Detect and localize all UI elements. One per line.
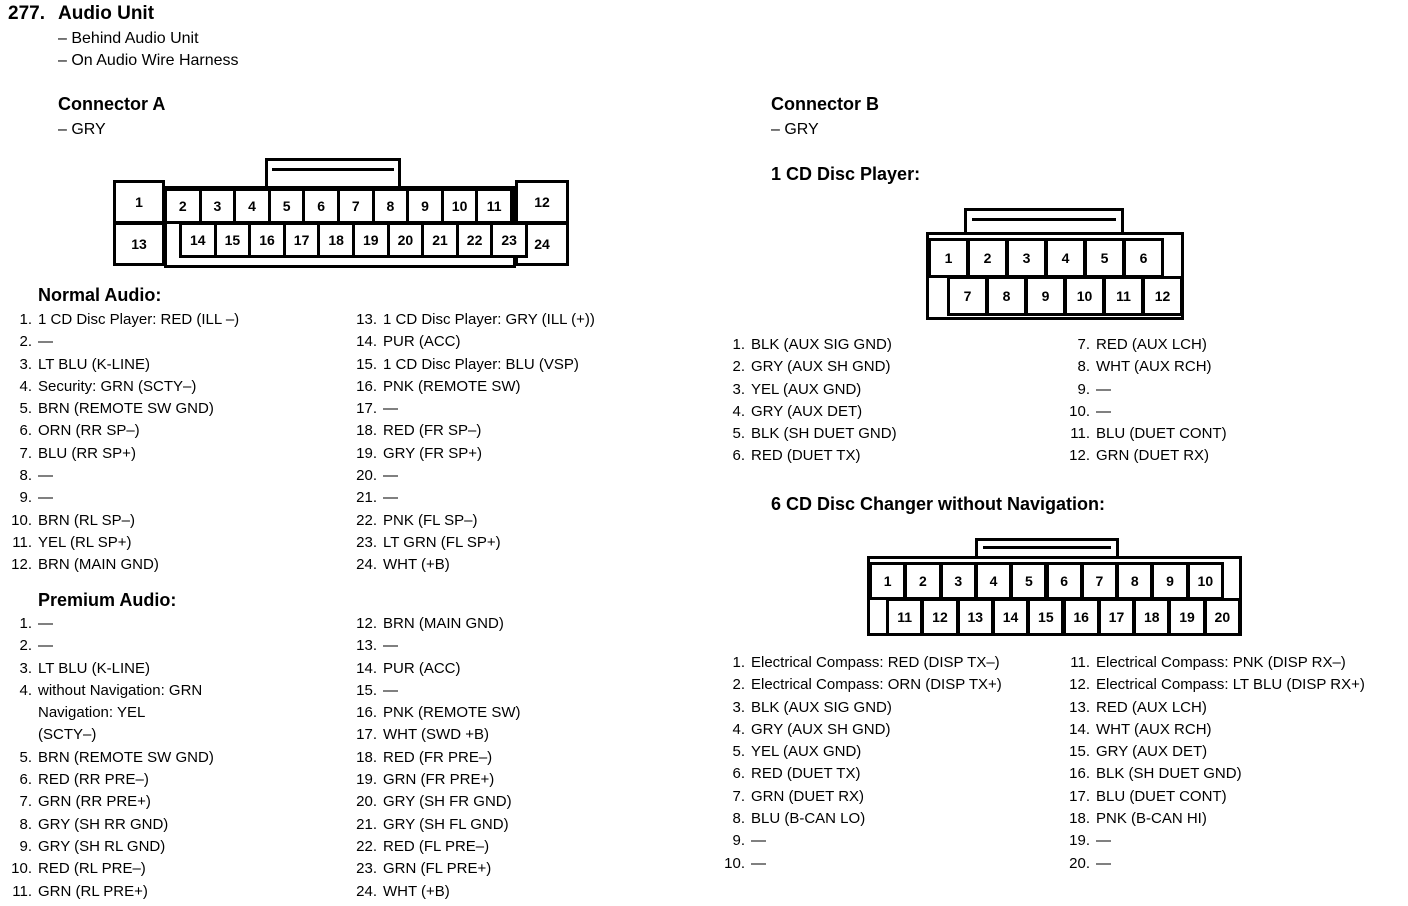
pin-description: RED (RL PRE–): [38, 860, 146, 878]
pin-cell: 9: [1151, 562, 1188, 600]
pin-cell: 11: [886, 598, 923, 636]
pin-cell: 19: [1168, 598, 1205, 636]
pin-number: 7.: [1077, 336, 1090, 353]
pin-number: 9.: [19, 837, 32, 855]
pin-cell: 23: [490, 222, 528, 258]
pin-description: Navigation: YEL: [38, 704, 146, 722]
pin-description: GRY (AUX DET): [751, 402, 863, 420]
pin-number: 16.: [356, 377, 377, 395]
pin-description: 1 CD Disc Player: RED (ILL –): [38, 311, 240, 328]
pin-description: BLU (B-CAN LO): [751, 810, 866, 828]
pin-number: 4.: [732, 720, 745, 738]
pin-number: 8.: [19, 815, 32, 833]
pin-cell: 8: [986, 276, 1027, 316]
pin-number: 11.: [1070, 654, 1090, 671]
pin-cell: 10: [1187, 562, 1224, 600]
pin-description: BRN (REMOTE SW GND): [38, 748, 214, 766]
pin-number: 21.: [356, 815, 377, 833]
pin-number: 15.: [356, 355, 377, 373]
pin-description: GRY (AUX DET): [1096, 743, 1208, 761]
pin-description: GRN (RR PRE+): [38, 793, 151, 811]
pin-description: RED (FR PRE–): [383, 748, 493, 766]
pin-number: 7.: [19, 444, 32, 462]
pin-cell: 7: [1081, 562, 1118, 600]
pin-description: GRN (RL PRE+): [38, 882, 148, 900]
cd6-title: 6 CD Disc Changer without Navigation:: [771, 494, 1106, 514]
pin-description: GRY (AUX SH GND): [751, 720, 891, 738]
pin-cell: 8: [372, 188, 410, 224]
pin-cell: 3: [199, 188, 237, 224]
pin-cell: 6: [302, 188, 340, 224]
pin-number: 18.: [356, 748, 377, 766]
latch-bar: [983, 546, 1111, 549]
pin-number: 20.: [1069, 854, 1090, 872]
pin-description: PNK (B-CAN HI): [1096, 810, 1207, 828]
pin-number: 11.: [12, 533, 32, 551]
pin-number: 1.: [19, 615, 32, 632]
pin-number: 20.: [356, 793, 377, 811]
pin-number: 4.: [19, 681, 32, 699]
pin-number: 1.: [19, 311, 32, 328]
pin-cell: 22: [456, 222, 494, 258]
pin-cell: 16: [1063, 598, 1100, 636]
pin-cell: 4: [975, 562, 1012, 600]
pin-number: 5.: [732, 425, 745, 443]
pin-description: PUR (ACC): [383, 659, 461, 677]
pin-number: 4.: [732, 402, 745, 420]
pin-description: without Navigation: GRN: [38, 681, 203, 699]
pin-cell: 9: [1025, 276, 1066, 316]
pin-description: PUR (ACC): [383, 333, 461, 351]
pin-description: LT BLU (K-LINE): [38, 659, 150, 677]
pin-number: 3.: [732, 380, 745, 398]
pin-description: RED (AUX LCH): [1096, 698, 1207, 716]
pin-description: BLU (DUET CONT): [1096, 425, 1227, 443]
pin-number: 13.: [1069, 698, 1090, 716]
pin-number: 12.: [11, 556, 32, 574]
pin-number: 6.: [19, 771, 32, 789]
cd1-title: 1 CD Disc Player:: [771, 164, 921, 184]
pin-description: —: [1096, 402, 1111, 420]
pin-cell: 14: [179, 222, 217, 258]
pin-number: 15.: [356, 681, 377, 699]
pin-number: 17.: [1069, 787, 1090, 805]
pin-description: BLK (SH DUET GND): [751, 425, 897, 443]
pin-description: —: [38, 333, 53, 351]
normal-audio-title: Normal Audio:: [38, 285, 162, 305]
pin-description: Electrical Compass: RED (DISP TX–): [751, 654, 1000, 671]
pin-cell: 20: [1204, 598, 1241, 636]
pin-description: —: [383, 489, 398, 507]
pin-cell: 5: [1084, 238, 1125, 278]
pin-description: Electrical Compass: LT BLU (DISP RX+): [1096, 676, 1365, 694]
pin-number: 3.: [19, 659, 32, 677]
pin-number: 18.: [356, 422, 377, 440]
pin-cell: 14: [992, 598, 1029, 636]
pin-number: 11.: [12, 882, 32, 900]
pin-number: 8.: [19, 467, 32, 485]
pin-description: —: [1096, 854, 1111, 872]
pin-number: 9.: [19, 489, 32, 507]
pin-description: RED (RR PRE–): [38, 771, 149, 789]
pin-cell: 5: [1010, 562, 1047, 600]
pin-number: 3.: [732, 698, 745, 716]
pin-description: WHT (AUX RCH): [1096, 720, 1212, 738]
pin-cell: 1: [869, 562, 906, 600]
pin-number: 17.: [356, 400, 377, 418]
pin-description: GRY (AUX SH GND): [751, 358, 891, 376]
pin-description: GRN (FR PRE+): [383, 771, 495, 789]
pin-description: —: [751, 832, 766, 850]
pin-description: GRY (SH RR GND): [38, 815, 169, 833]
pin-number: 20.: [356, 467, 377, 485]
pin-cell: 8: [1116, 562, 1153, 600]
pin-description: 1 CD Disc Player: GRY (ILL (+)): [383, 311, 595, 328]
premium-audio-title: Premium Audio:: [38, 590, 177, 610]
pin-number: 2.: [732, 358, 745, 376]
pin-description: GRY (SH RL GND): [38, 837, 166, 855]
pin-number: 17.: [356, 726, 377, 744]
pin-cell: 19: [352, 222, 390, 258]
pin-number: 14.: [1069, 720, 1090, 738]
pin-number: 7.: [732, 787, 745, 805]
pin-description: RED (DUET TX): [751, 447, 861, 465]
pin-description: RED (DUET TX): [751, 765, 861, 783]
pin-description: —: [1096, 380, 1111, 398]
pin-cell: 2: [164, 188, 202, 224]
pin-description: —: [383, 637, 398, 655]
location-1: – Behind Audio Unit: [58, 30, 199, 47]
pin-description: BRN (MAIN GND): [383, 615, 504, 632]
pin-number: 8.: [1077, 358, 1090, 376]
pin-cell: 1: [113, 180, 165, 224]
page-title: Audio Unit: [58, 3, 155, 24]
pin-description: Security: GRN (SCTY–): [38, 377, 197, 395]
section-number: 277.: [8, 3, 45, 24]
pin-number: 22.: [356, 511, 377, 529]
pin-description: RED (AUX LCH): [1096, 336, 1207, 353]
pin-description: PNK (FL SP–): [383, 511, 478, 529]
pin-cell: 20: [387, 222, 425, 258]
pin-number: 11.: [1070, 425, 1090, 443]
pin-cell: 3: [1006, 238, 1047, 278]
pin-number: 7.: [19, 793, 32, 811]
connector-b-color: – GRY: [771, 121, 819, 138]
pin-number: 12.: [356, 615, 377, 632]
pin-description: BLU (RR SP+): [38, 444, 136, 462]
pin-description: BRN (REMOTE SW GND): [38, 400, 214, 418]
pin-number: 23.: [356, 860, 377, 878]
pin-description: —: [38, 637, 53, 655]
pin-cell: 16: [248, 222, 286, 258]
pin-number: 5.: [19, 748, 32, 766]
pin-cell: 17: [283, 222, 321, 258]
pin-number: 19.: [1069, 832, 1090, 850]
pin-number: 22.: [356, 837, 377, 855]
pin-number: 14.: [356, 333, 377, 351]
pin-cell: 13: [957, 598, 994, 636]
pin-number: 10.: [11, 511, 32, 529]
pin-number: 14.: [356, 659, 377, 677]
pin-description: —: [38, 615, 53, 632]
pin-number: 16.: [1069, 765, 1090, 783]
pin-description: —: [751, 854, 766, 872]
pin-number: 3.: [19, 355, 32, 373]
pin-description: BRN (MAIN GND): [38, 556, 159, 574]
pin-description: BLU (DUET CONT): [1096, 787, 1227, 805]
pin-cell: 18: [1133, 598, 1170, 636]
pin-description: RED (FR SP–): [383, 422, 482, 440]
latch-bar: [272, 168, 394, 171]
pin-cell: 2: [904, 562, 941, 600]
pin-cell: 17: [1098, 598, 1135, 636]
pin-cell: 6: [1046, 562, 1083, 600]
pin-cell: 4: [233, 188, 271, 224]
pin-description: PNK (REMOTE SW): [383, 377, 521, 395]
pin-number: 8.: [732, 810, 745, 828]
pin-cell: 11: [1103, 276, 1144, 316]
pin-number: 4.: [19, 377, 32, 395]
pin-description: LT GRN (FL SP+): [383, 533, 501, 551]
pin-number: 6.: [19, 422, 32, 440]
pin-description: LT BLU (K-LINE): [38, 355, 150, 373]
pin-description: GRN (FL PRE+): [383, 860, 492, 878]
pin-cell: 21: [421, 222, 459, 258]
pin-number: 13.: [356, 311, 377, 328]
pin-description: —: [38, 467, 53, 485]
pin-description: BRN (RL SP–): [38, 511, 135, 529]
pin-description: PNK (REMOTE SW): [383, 704, 521, 722]
pin-description: —: [1096, 832, 1111, 850]
pin-description: GRY (FR SP+): [383, 444, 483, 462]
pin-number: 24.: [356, 556, 377, 574]
pin-description: WHT (+B): [383, 882, 450, 900]
pin-description: GRY (SH FL GND): [383, 815, 509, 833]
pin-cell: 12: [921, 598, 958, 636]
pin-number: 5.: [732, 743, 745, 761]
pin-description: ORN (RR SP–): [38, 422, 140, 440]
pin-cell: 2: [967, 238, 1008, 278]
pin-number: 1.: [732, 336, 745, 353]
pin-number: 2.: [732, 676, 745, 694]
pin-number: 15.: [1069, 743, 1090, 761]
pin-description: WHT (+B): [383, 556, 450, 574]
pin-number: 18.: [1069, 810, 1090, 828]
pin-cell: 10: [1064, 276, 1105, 316]
pin-number: 6.: [732, 447, 745, 465]
pin-cell: 9: [406, 188, 444, 224]
pin-number: 9.: [732, 832, 745, 850]
pin-cell: 1: [928, 238, 969, 278]
pin-description: BLK (AUX SIG GND): [751, 698, 892, 716]
latch-bar: [972, 218, 1116, 221]
pin-description: YEL (AUX GND): [751, 380, 862, 398]
pin-number: 6.: [732, 765, 745, 783]
pin-description: YEL (AUX GND): [751, 743, 862, 761]
pin-cell: 11: [475, 188, 513, 224]
pin-description: —: [38, 489, 53, 507]
pin-cell: 7: [947, 276, 988, 316]
pin-number: 12.: [1069, 676, 1090, 694]
pin-cell: 24: [515, 222, 569, 266]
pin-description: GRN (DUET RX): [751, 787, 865, 805]
pin-description: (SCTY–): [38, 726, 97, 744]
pin-number: 2.: [19, 637, 32, 655]
pin-cell: 12: [515, 180, 569, 224]
connector-a-color: – GRY: [58, 121, 106, 138]
pin-number: 10.: [11, 860, 32, 878]
pin-description: 1 CD Disc Player: BLU (VSP): [383, 355, 579, 373]
pin-cell: 5: [268, 188, 306, 224]
pin-number: 12.: [1069, 447, 1090, 465]
pin-description: GRN (DUET RX): [1096, 447, 1210, 465]
connector-a-title: Connector A: [58, 94, 166, 114]
pin-description: GRY (SH FR GND): [383, 793, 512, 811]
pin-cell: 15: [1027, 598, 1064, 636]
pin-description: RED (FL PRE–): [383, 837, 490, 855]
pin-description: —: [383, 681, 398, 699]
pin-cell: 15: [214, 222, 252, 258]
pin-description: YEL (RL SP+): [38, 533, 132, 551]
pin-number: 9.: [1077, 380, 1090, 398]
pin-cell: 7: [337, 188, 375, 224]
pin-description: —: [383, 400, 398, 418]
pin-description: —: [383, 467, 398, 485]
pin-number: 1.: [732, 654, 745, 671]
pin-number: 19.: [356, 444, 377, 462]
pin-cell: 13: [113, 222, 165, 266]
pin-description: BLK (AUX SIG GND): [751, 336, 892, 353]
pin-number: 24.: [356, 882, 377, 900]
pin-cell: 12: [1142, 276, 1183, 316]
pin-cell: 18: [317, 222, 355, 258]
pin-number: 10.: [724, 854, 745, 872]
pin-description: WHT (AUX RCH): [1096, 358, 1212, 376]
location-2: – On Audio Wire Harness: [58, 52, 239, 69]
pin-number: 5.: [19, 400, 32, 418]
pin-description: BLK (SH DUET GND): [1096, 765, 1242, 783]
pin-number: 16.: [356, 704, 377, 722]
pin-number: 19.: [356, 771, 377, 789]
pin-cell: 4: [1045, 238, 1086, 278]
pin-number: 21.: [356, 489, 377, 507]
pin-number: 10.: [1069, 402, 1090, 420]
pin-cell: 10: [441, 188, 479, 224]
pin-description: Electrical Compass: ORN (DISP TX+): [751, 676, 1002, 694]
pin-number: 2.: [19, 333, 32, 351]
pin-description: Electrical Compass: PNK (DISP RX–): [1096, 654, 1346, 671]
pin-description: WHT (SWD +B): [383, 726, 489, 744]
pin-cell: 3: [940, 562, 977, 600]
connector-b-title: Connector B: [771, 94, 879, 114]
pin-number: 23.: [356, 533, 377, 551]
pin-cell: 6: [1123, 238, 1164, 278]
latch-tab: [265, 158, 401, 188]
pin-number: 13.: [356, 637, 377, 655]
